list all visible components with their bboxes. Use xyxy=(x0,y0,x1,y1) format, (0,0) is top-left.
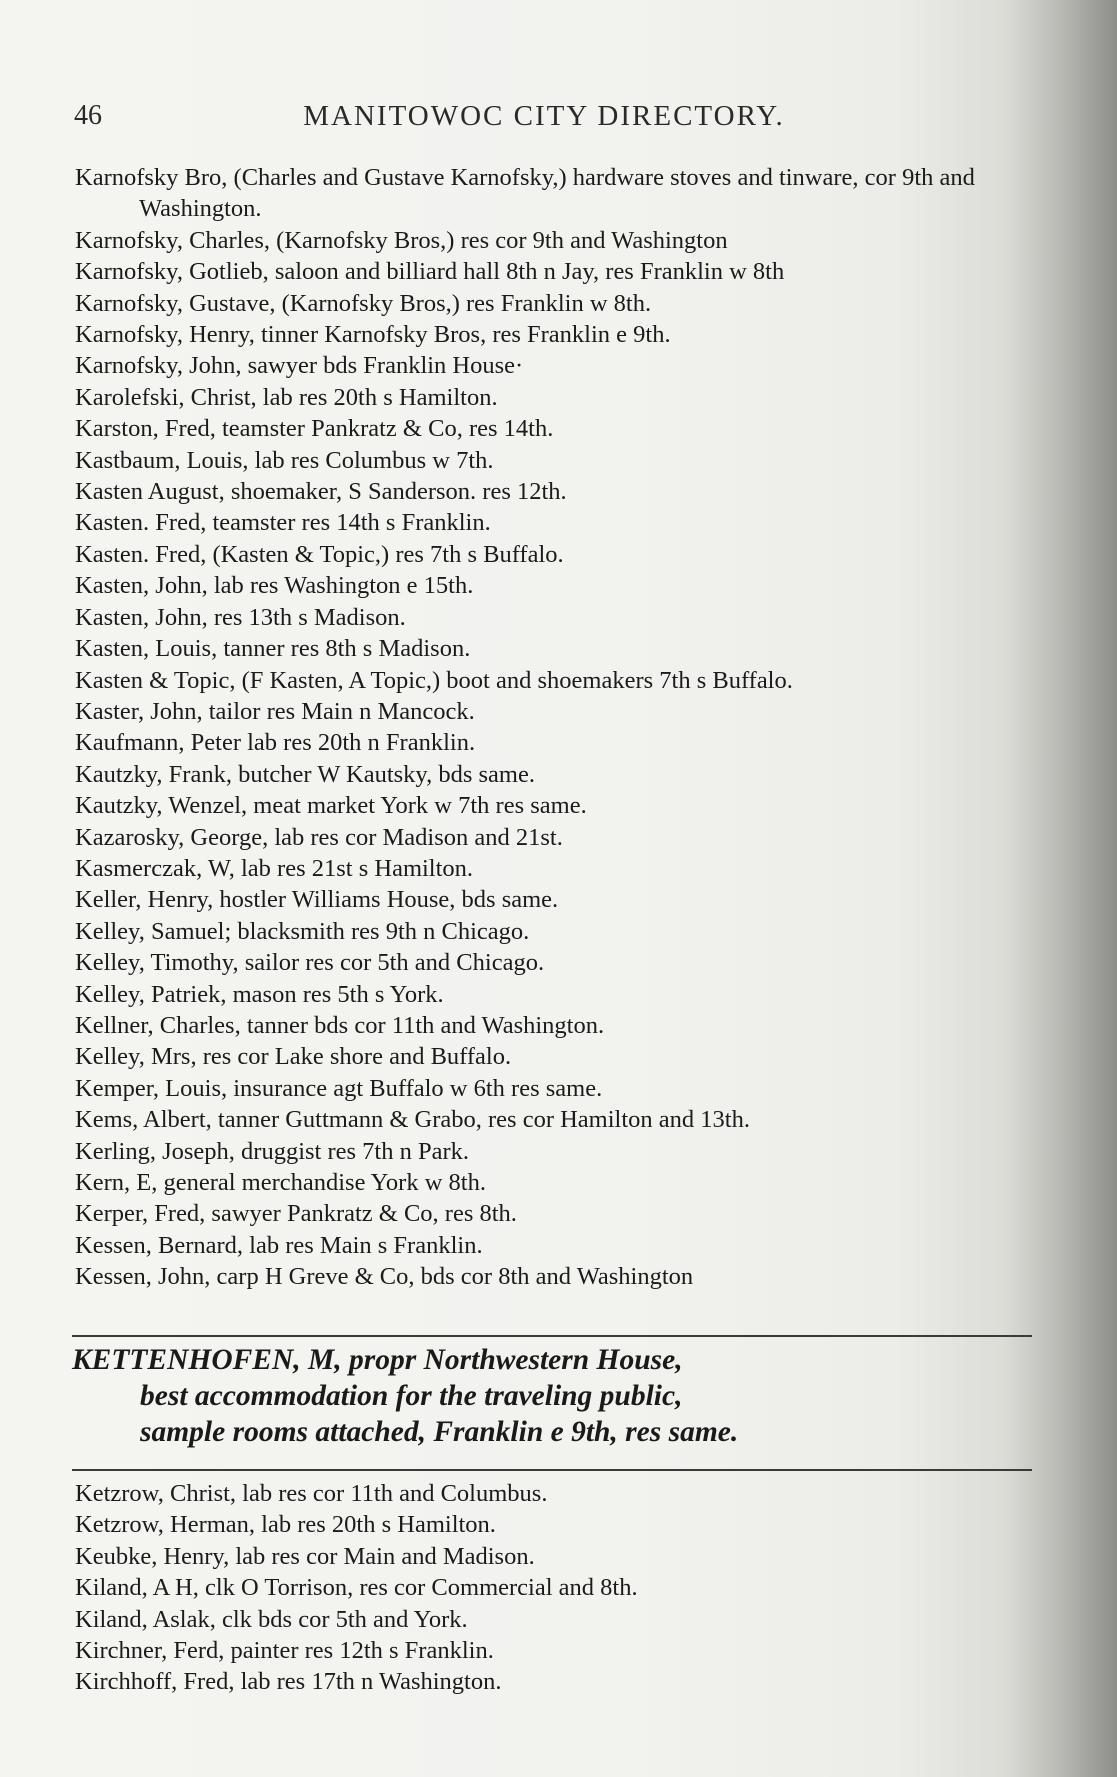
directory-entry: Kelley, Patriek, mason res 5th s York. xyxy=(75,980,444,1008)
directory-entry: Kelley, Samuel; blacksmith res 9th n Chicago. xyxy=(75,917,530,945)
directory-entries-after-advert xyxy=(75,1478,1035,1698)
directory-entry: Ketzrow, Herman, lab res 20th s Hamilton. xyxy=(75,1511,496,1539)
directory-entry: Karnofsky, Henry, tinner Karnofsky Bros, res Franklin e 9th. xyxy=(75,321,671,349)
directory-entry: Kasmerczak, W, lab res 21st s Hamilton. xyxy=(75,854,474,882)
directory-entry: Kemper, Louis, insurance agt Buffalo w 6th res same. xyxy=(75,1074,603,1102)
directory-entry: Kaster, John, tailor res Main n Mancock. xyxy=(75,697,475,725)
advertisement-line: sample rooms attached, Franklin e 9th, res same. xyxy=(140,1416,739,1448)
directory-entry: Kautzky, Frank, butcher W Kautsky, bds same. xyxy=(75,760,535,788)
directory-entry: Kern, E, general merchandise York w 8th. xyxy=(75,1169,486,1196)
directory-entry: Kellner, Charles, tanner bds cor 11th and Washington. xyxy=(75,1011,605,1039)
directory-entry: Karston, Fred, teamster Pankratz & Co, res 14th. xyxy=(75,415,554,443)
directory-entry: Karnofsky Bro, (Charles and Gustave Karnofsky,) hardware stoves and tinware, cor 9th and Washington. xyxy=(75,164,975,223)
directory-entry: Keubke, Henry, lab res cor Main and Madison. xyxy=(75,1542,535,1570)
directory-entry: Kasten, Louis, tanner res 8th s Madison. xyxy=(75,635,471,663)
advertisement-line: KETTENHOFEN, M, propr Northwestern House, xyxy=(72,1344,683,1376)
directory-entry: Kasten, John, lab res Washington e 15th. xyxy=(75,572,474,600)
advertisement-line: best accommodation for the traveling public, xyxy=(140,1380,683,1412)
page-title: MANITOWOC CITY DIRECTORY. xyxy=(303,100,785,132)
directory-entry: Kirchhoff, Fred, lab res 17th n Washington. xyxy=(75,1668,502,1696)
directory-entry: Karnofsky, Gotlieb, saloon and billiard hall 8th n Jay, res Franklin w 8th xyxy=(75,258,785,286)
directory-entry: Kaufmann, Peter lab res 20th n Franklin. xyxy=(75,729,476,757)
directory-entries xyxy=(75,162,1035,1293)
directory-entry: Kems, Albert, tanner Guttmann & Grabo, res cor Hamilton and 13th. xyxy=(75,1106,750,1134)
divider-rule xyxy=(72,1335,1032,1337)
directory-entry: Kelley, Timothy, sailor res cor 5th and Chicago. xyxy=(75,949,545,977)
directory-entry: Kerling, Joseph, druggist res 7th n Park. xyxy=(75,1137,469,1165)
directory-entry: Keller, Henry, hostler Williams House, bds same. xyxy=(75,886,559,914)
directory-entry: Kasten. Fred, teamster res 14th s Franklin. xyxy=(75,509,491,537)
directory-entry: Kessen, Bernard, lab res Main s Franklin. xyxy=(75,1231,483,1259)
directory-entry: Kastbaum, Louis, lab res Columbus w 7th. xyxy=(75,446,494,474)
directory-entry: Karnofsky, Charles, (Karnofsky Bros,) res cor 9th and Washington xyxy=(75,226,728,254)
directory-entry: Kerper, Fred, sawyer Pankratz & Co, res 8th. xyxy=(75,1200,517,1228)
directory-entry: Kiland, Aslak, clk bds cor 5th and York. xyxy=(75,1605,468,1633)
directory-entry: Kautzky, Wenzel, meat market York w 7th res same. xyxy=(75,792,587,820)
directory-entry: Kirchner, Ferd, painter res 12th s Franklin. xyxy=(75,1637,494,1665)
directory-entry: Ketzrow, Christ, lab res cor 11th and Columbus. xyxy=(75,1480,548,1507)
directory-entry: Kasten & Topic, (F Kasten, A Topic,) boot and shoemakers 7th s Buffalo. xyxy=(75,666,793,694)
directory-entry: Kiland, A H, clk O Torrison, res cor Commercial and 8th. xyxy=(75,1574,638,1602)
page-number: 46 xyxy=(74,100,102,131)
directory-entry: Kasten, John, res 13th s Madison. xyxy=(75,603,406,631)
page-header xyxy=(74,100,1034,140)
directory-entry: Karnofsky, John, sawyer bds Franklin House· xyxy=(75,352,524,380)
directory-entry: Kasten August, shoemaker, S Sanderson. res 12th. xyxy=(75,478,567,506)
directory-entry: Karolefski, Christ, lab res 20th s Hamilton. xyxy=(75,383,498,411)
advertisement-block xyxy=(72,1342,1040,1450)
directory-entry: Kasten. Fred, (Kasten & Topic,) res 7th s Buffalo. xyxy=(75,540,564,568)
directory-entry: Kazarosky, George, lab res cor Madison and 21st. xyxy=(75,823,563,851)
directory-entry: Kessen, John, carp H Greve & Co, bds cor 8th and Washington xyxy=(75,1263,694,1291)
directory-entry: Kelley, Mrs, res cor Lake shore and Buffalo. xyxy=(75,1043,512,1071)
divider-rule xyxy=(72,1469,1032,1471)
directory-entry: Karnofsky, Gustave, (Karnofsky Bros,) res Franklin w 8th. xyxy=(75,289,652,317)
